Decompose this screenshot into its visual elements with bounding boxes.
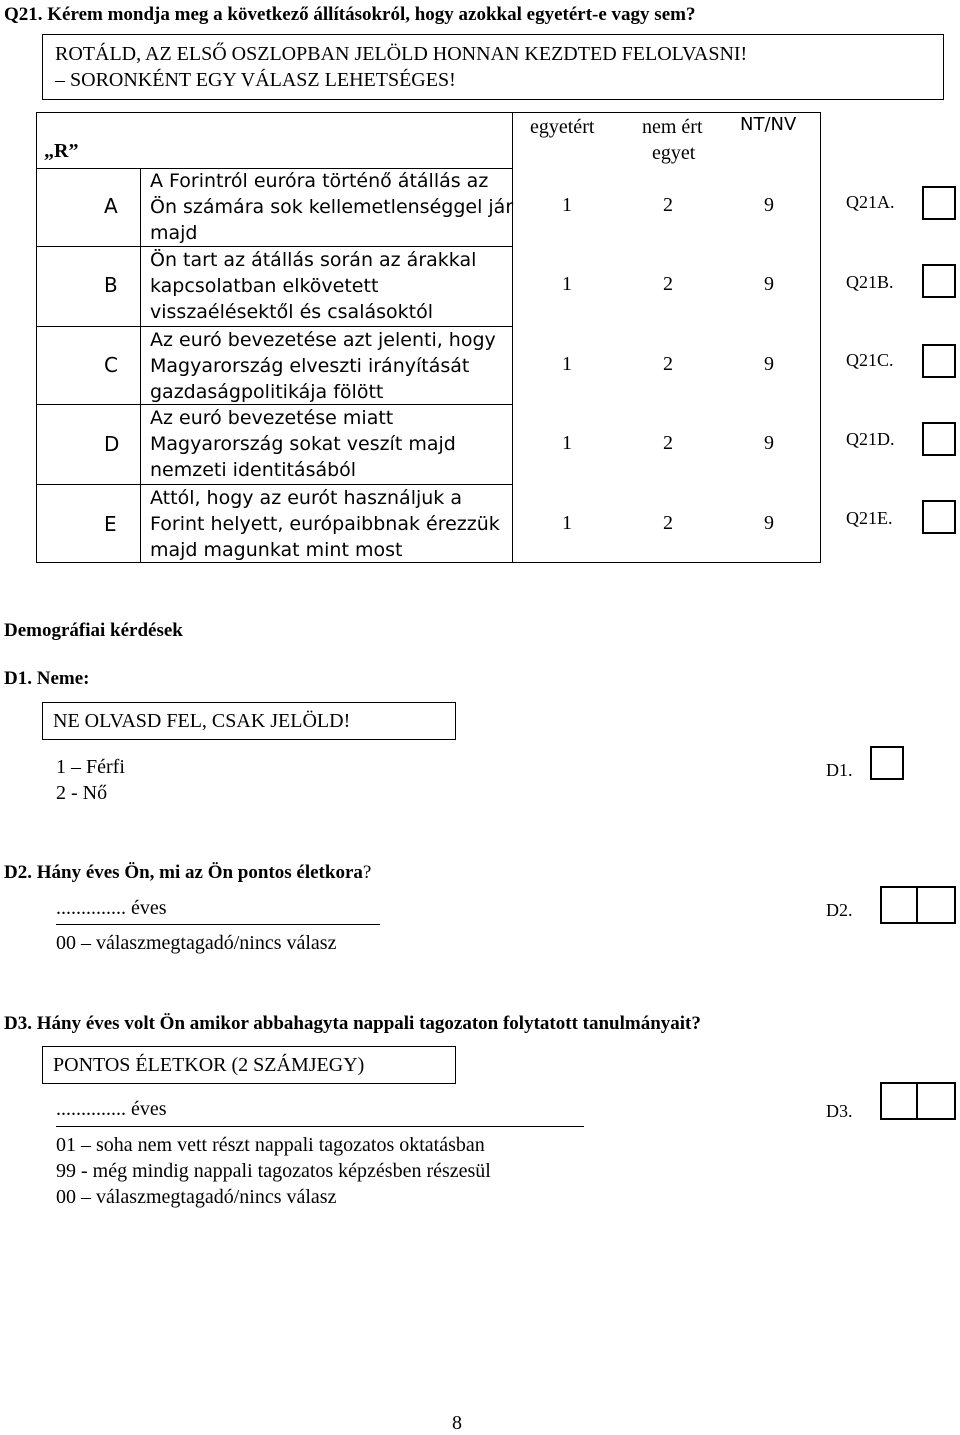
q21-title: Q21. Kérem mondja meg a következő állításokról, hogy azokkal egyetért-e vagy sem? bbox=[4, 4, 696, 25]
d3-answer-line[interactable]: .............. éves bbox=[56, 1098, 167, 1120]
col-header-disagree-1: nem ért bbox=[642, 116, 703, 138]
d2-separator bbox=[56, 924, 380, 925]
d3-code: D3. bbox=[826, 1101, 853, 1121]
option-na[interactable]: 9 bbox=[764, 512, 774, 534]
row-letter: E bbox=[104, 512, 117, 536]
d3-digit-box-1[interactable] bbox=[880, 1082, 918, 1120]
answer-box[interactable] bbox=[922, 264, 956, 298]
d2-digit-box-1[interactable] bbox=[880, 886, 918, 924]
d1-title: D1. Neme: bbox=[4, 668, 90, 689]
row-letter: A bbox=[104, 194, 118, 218]
d1-instruction-box bbox=[42, 702, 456, 740]
row-code: Q21D. bbox=[846, 429, 895, 449]
rotate-mark: „R” bbox=[44, 140, 79, 162]
row-letter: D bbox=[104, 432, 120, 456]
row-code: Q21C. bbox=[846, 350, 894, 370]
row-code: Q21B. bbox=[846, 272, 894, 292]
answer-box[interactable] bbox=[922, 500, 956, 534]
d3-title: D3. Hány éves volt Ön amikor abbahagyta nappali tagozaton folytatott tanulmányait? bbox=[4, 1013, 701, 1034]
d2-title: D2. Hány éves Ön, mi az Ön pontos életkora? bbox=[4, 862, 372, 883]
d3-option-refuse[interactable]: 00 – válaszmegtagadó/nincs válasz bbox=[56, 1186, 337, 1208]
row-letter: B bbox=[104, 273, 118, 297]
option-na[interactable]: 9 bbox=[764, 194, 774, 216]
page-number: 8 bbox=[452, 1412, 462, 1434]
option-disagree[interactable]: 2 bbox=[663, 353, 673, 375]
row-statement: Attól, hogy az eurót használjuk a Forint helyett, európaibbnak érezzük majd magunkat mint most bbox=[150, 487, 500, 561]
d1-instruction: NE OLVASD FEL, CSAK JELÖLD! bbox=[53, 710, 351, 732]
option-na[interactable]: 9 bbox=[764, 432, 774, 454]
option-disagree[interactable]: 2 bbox=[663, 512, 673, 534]
option-disagree[interactable]: 2 bbox=[663, 273, 673, 295]
col-header-na: NT/NV bbox=[740, 114, 797, 135]
q21-instruction-line2: – SORONKÉNT EGY VÁLASZ LEHETSÉGES! bbox=[55, 69, 456, 91]
demographics-heading: Demográfiai kérdések bbox=[4, 620, 183, 641]
col-header-agree: egyetért bbox=[530, 116, 595, 138]
d3-separator bbox=[56, 1126, 584, 1127]
d3-instruction-box bbox=[42, 1046, 456, 1084]
option-na[interactable]: 9 bbox=[764, 353, 774, 375]
row-code: Q21A. bbox=[846, 192, 895, 212]
d3-digit-box-2[interactable] bbox=[916, 1082, 956, 1120]
option-agree[interactable]: 1 bbox=[562, 273, 572, 295]
d1-code: D1. bbox=[826, 760, 853, 780]
q21-instruction-line1: ROTÁLD, AZ ELSŐ OSZLOPBAN JELÖLD HONNAN KEZDTED FELOLVASNI! bbox=[55, 43, 748, 65]
option-na[interactable]: 9 bbox=[764, 273, 774, 295]
d1-answer-box[interactable] bbox=[870, 746, 904, 780]
row-statement: Az euró bevezetése miatt Magyarország sokat veszít majd nemzeti identitásából bbox=[150, 407, 456, 481]
col-header-disagree-2: egyet bbox=[652, 142, 696, 164]
option-agree[interactable]: 1 bbox=[562, 432, 572, 454]
answer-box[interactable] bbox=[922, 186, 956, 220]
d2-answer-line[interactable]: .............. éves bbox=[56, 897, 167, 919]
q21-instruction-box bbox=[42, 34, 944, 100]
d3-instruction: PONTOS ÉLETKOR (2 SZÁMJEGY) bbox=[53, 1054, 365, 1076]
option-agree[interactable]: 1 bbox=[562, 353, 572, 375]
d2-code: D2. bbox=[826, 900, 853, 920]
row-statement: A Forintról euróra történő átállás az Ön számára sok kellemetlenséggel jár majd bbox=[150, 170, 514, 244]
d2-digit-box-2[interactable] bbox=[916, 886, 956, 924]
d1-option-male[interactable]: 1 – Férfi bbox=[56, 756, 125, 778]
row-letter: C bbox=[104, 353, 118, 377]
d1-option-female[interactable]: 2 - Nő bbox=[56, 782, 108, 804]
option-agree[interactable]: 1 bbox=[562, 512, 572, 534]
option-disagree[interactable]: 2 bbox=[663, 194, 673, 216]
d3-option-still[interactable]: 99 - még mindig nappali tagozatos képzésben részesül bbox=[56, 1160, 491, 1182]
answer-box[interactable] bbox=[922, 344, 956, 378]
d3-option-never[interactable]: 01 – soha nem vett részt nappali tagozatos oktatásban bbox=[56, 1134, 485, 1156]
option-agree[interactable]: 1 bbox=[562, 194, 572, 216]
row-statement: Ön tart az átállás során az árakkal kapcsolatban elkövetett visszaélésektől és csalásoktól bbox=[150, 249, 477, 323]
answer-box[interactable] bbox=[922, 422, 956, 456]
d2-refuse-option[interactable]: 00 – válaszmegtagadó/nincs válasz bbox=[56, 932, 337, 954]
row-statement: Az euró bevezetése azt jelenti, hogy Magyarország elveszti irányítását gazdaságpolitikája fölött bbox=[150, 329, 496, 403]
option-disagree[interactable]: 2 bbox=[663, 432, 673, 454]
row-code: Q21E. bbox=[846, 508, 893, 528]
